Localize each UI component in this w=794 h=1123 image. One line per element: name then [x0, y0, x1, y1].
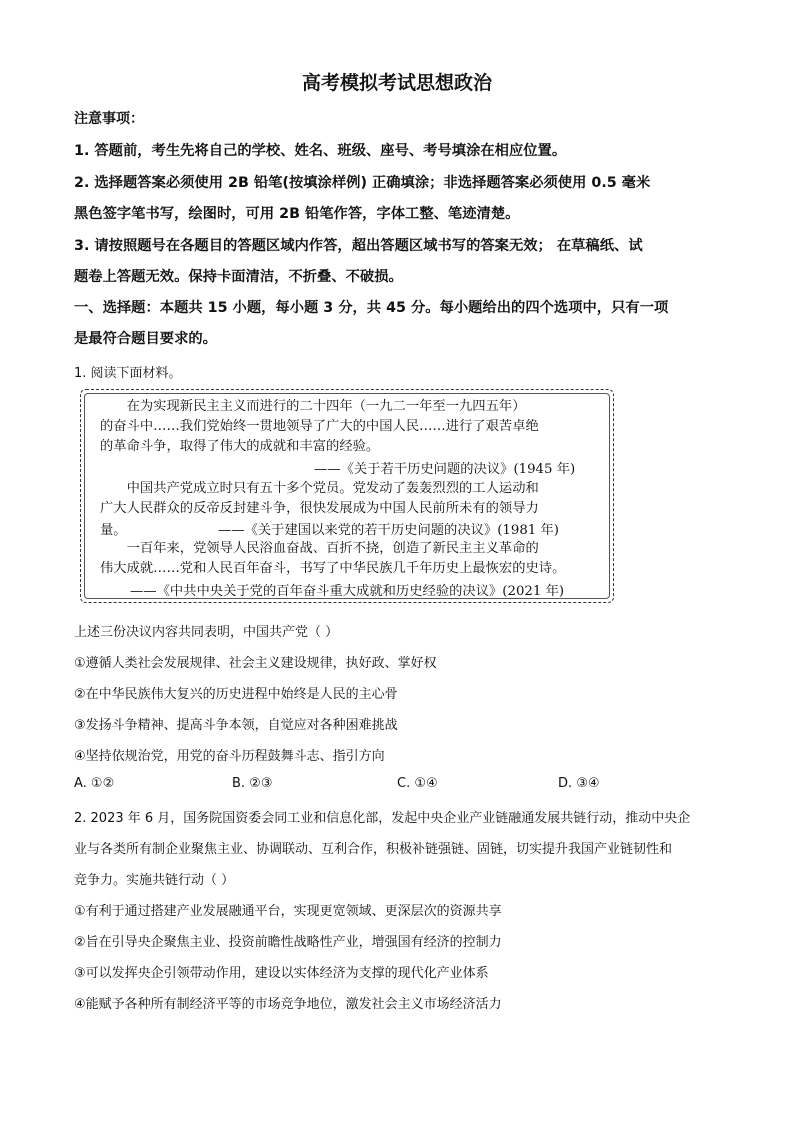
question-1-prompt: 上述三份决议内容共同表明，中国共产党（ ） — [74, 625, 339, 640]
material-line: 一百年来，党领导人民浴血奋战、百折不挠，创造了新民主主义革命的 — [100, 541, 539, 556]
question-2-stem: 竞争力。实施共链行动（ ） — [74, 873, 235, 888]
statement: ④坚持依规治党，用党的奋斗历程鼓舞斗志、指引方向 — [74, 749, 385, 764]
question-1-stem: 1. 阅读下面材料。 — [74, 366, 182, 381]
material-line: 中国共产党成立时只有五十多个党员。党发动了轰轰烈烈的工人运动和 — [100, 481, 539, 496]
material-line: 广大人民群众的反帝反封建斗争，很快发展成为中国人民前所未有的领导力 — [100, 501, 539, 516]
statement: ①有利于通过搭建产业发展融通平台，实现更宽领域、更深层次的资源共享 — [74, 904, 502, 919]
notice-heading: 注意事项： — [74, 111, 144, 127]
section-heading: 一、选择题：本题共 15 小题，每小题 3 分，共 45 分。每小题给出的四个选项中，只有一项 — [74, 300, 669, 316]
option-c: C. ①④ — [397, 776, 438, 791]
statement: ②在中华民族伟大复兴的历史进程中始终是人民的主心骨 — [74, 687, 398, 702]
material-line: 的奋斗中……我们党始终一贯地领导了广大的中国人民……进行了艰苦卓绝 — [100, 419, 539, 434]
option-d: D. ③④ — [558, 776, 600, 791]
statement: ③发扬斗争精神、提高斗争本领，自觉应对各种困难挑战 — [74, 718, 398, 733]
page-title: 高考模拟考试思想政治 — [301, 72, 492, 94]
material-source: ——《关于建国以来党的若干历史问题的决议》(1981 年) — [218, 523, 559, 538]
statement: ④能赋予各种所有制经济平等的市场竞争地位，激发社会主义市场经济活力 — [74, 997, 502, 1012]
material-source: ——《中共中央关于党的百年奋斗重大成就和历史经验的决议》(2021 年) — [130, 584, 565, 599]
notice-item: 3. 请按照题号在各题目的答题区域内作答，超出答题区域书写的答案无效； 在草稿纸、试 — [74, 238, 643, 254]
notice-item: 2. 选择题答案必须使用 2B 铅笔(按填涂样例) 正确填涂；非选择题答案必须使用 0.5 毫米 — [74, 175, 651, 191]
material-line: 量。 — [100, 523, 127, 538]
material-line: 伟大成就……党和人民百年奋斗，书写了中华民族几千年历史上最恢宏的史诗。 — [100, 561, 566, 576]
statement: ③可以发挥央企引领带动作用，建设以实体经济为支撑的现代化产业体系 — [74, 966, 489, 981]
notice-item: 1. 答题前，考生先将自己的学校、姓名、班级、座号、考号填涂在相应位置。 — [74, 143, 567, 159]
material-line: 在为实现新民主主义而进行的二十四年（一九二一年至一九四五年） — [100, 399, 526, 414]
notice-item: 题卷上答题无效。保持卡面清洁，不折叠、不破损。 — [74, 269, 403, 285]
question-2-stem: 业与各类所有制企业聚焦主业、协调联动、互利合作，积极补链强链、固链，切实提升我国产业链韧性和 — [74, 842, 673, 857]
material-source: ——《关于若干历史问题的决议》(1945 年) — [314, 462, 576, 477]
statement: ②旨在引导央企聚焦主业、投资前瞻性战略性产业，增强国有经济的控制力 — [74, 935, 502, 950]
option-b: B. ②③ — [232, 776, 273, 791]
notice-item: 黑色签字笔书写，绘图时，可用 2B 铅笔作答，字体工整、笔迹清楚。 — [74, 206, 520, 222]
question-2-stem: 2. 2023 年 6 月，国务院国资委会同工业和信息化部，发起中央企业产业链融通发展共链行动，推动中央企 — [74, 811, 691, 826]
option-a: A. ①② — [74, 776, 115, 791]
material-line: 的革命斗争，取得了伟大的成就和丰富的经验。 — [100, 439, 380, 454]
statement: ①遵循人类社会发展规律、社会主义建设规律，执好政、掌好权 — [74, 656, 437, 671]
section-heading: 是最符合题目要求的。 — [74, 331, 217, 347]
